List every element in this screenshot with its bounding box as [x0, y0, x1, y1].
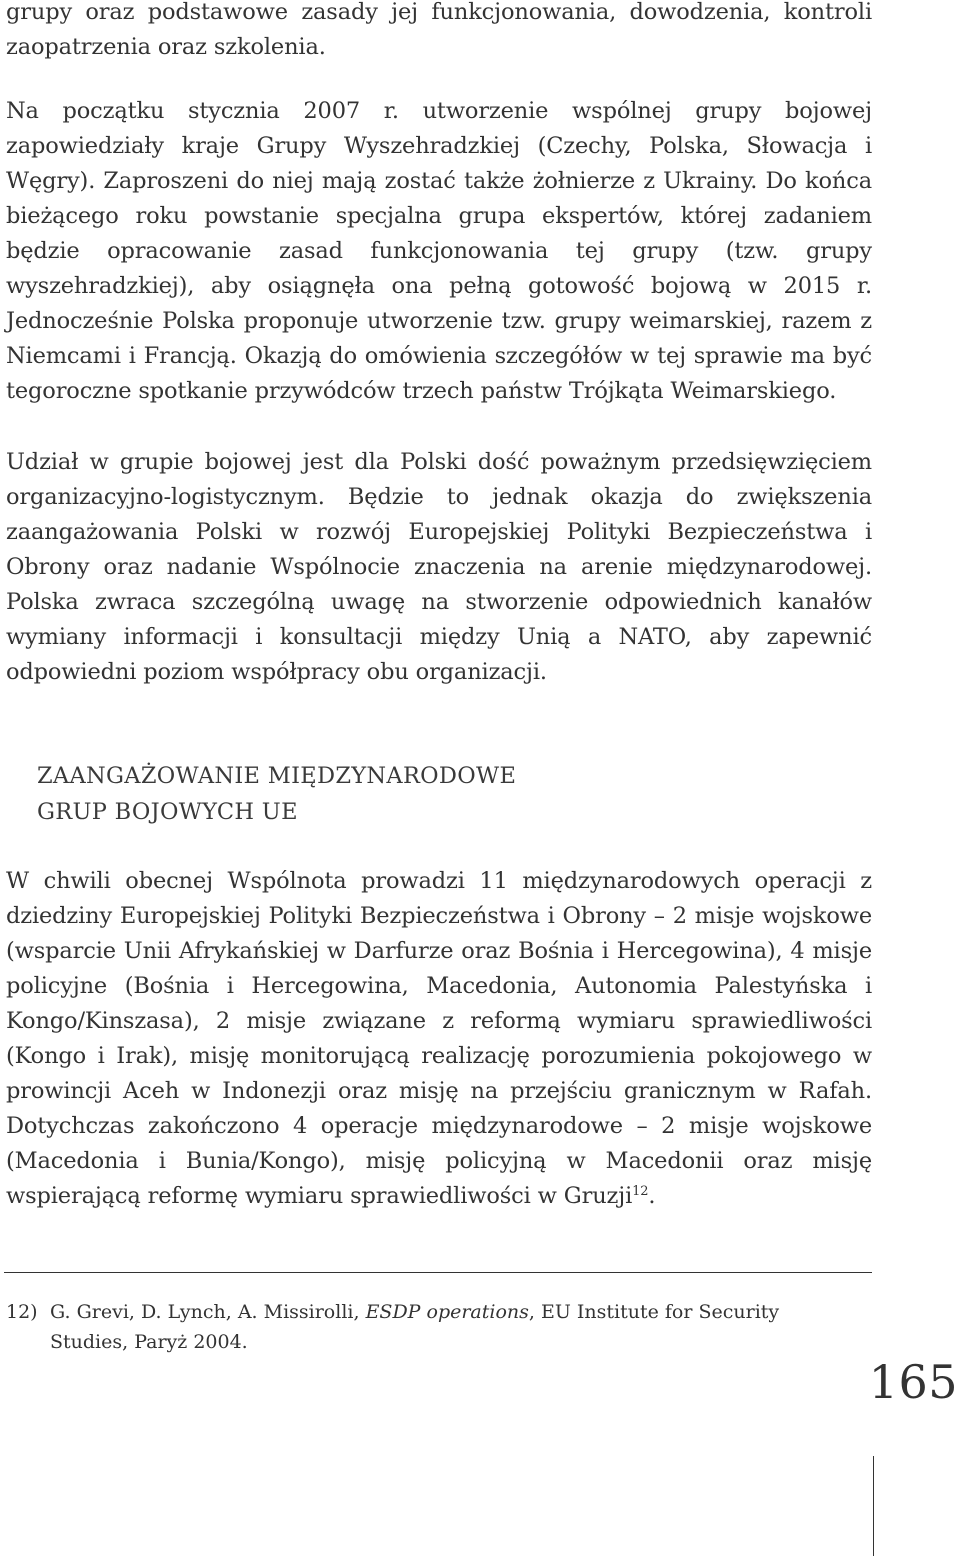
footnote-separator [4, 1272, 872, 1273]
footnote-authors: G. Grevi, D. Lynch, A. Missirolli, [50, 1301, 366, 1323]
page-number: 165 [868, 1355, 958, 1409]
footnote [6, 1297, 872, 1357]
footnote-number: 12) [6, 1301, 38, 1323]
paragraph-intro-continuation: grupy oraz podstawowe zasady jej funkcjonowania, dowodzenia, kontroli zaopatrzenia oraz szkolenia. [6, 0, 872, 60]
section-heading [37, 758, 516, 830]
footnote-reference[interactable]: 12 [632, 1184, 649, 1199]
footnote-publisher-continued: Studies, Paryż 2004. [50, 1331, 248, 1353]
paragraph-visegrad-group: Na początku stycznia 2007 r. utworzenie wspólnej grupy bojowej zapowiedziały kraje Grupy Wyszehradzkiej (Czechy, Polska, Słowacja i Węgry). Zaproszeni do niej mają zostać także żołnierze z Ukrainy. Do końca bieżącego roku powstanie specjalna grupa ekspertów, której zadaniem będzie opracowanie zasad funkcjonowania tej grupy (tzw. grupy wyszehradzkiej), aby osiągnęła ona pełną gotowość bojową w 2015 r. Jednocześnie Polska proponuje utworzenie tzw. grupy weimarskiej, razem z Niemcami i Francją. Okazją do omówienia szczegółów w tej sprawie ma być tegoroczne spotkanie przywódców trzech państw Trójkąta Weimarskiego. [6, 98, 872, 404]
paragraph-polish-participation: Udział w grupie bojowej jest dla Polski dość poważnym przedsięwzięciem organizacyjno-logistycznym. Będzie to jednak okazja do zwiększenia zaangażowania Polski w rozwój Europejskiej Polityki Bezpieczeństwa i Obrony oraz nadanie Wspólnocie znaczenia na arenie międzynarodowej. Polska zwraca szczególną uwagę na stworzenie odpowiednich kanałów wymiany informacji i konsultacji między Unią a NATO, aby zapewnić odpowiedni poziom współpracy obu organizacji. [6, 449, 872, 685]
section-heading-line-1: ZAANGAŻOWANIE MIĘDZYNARODOWE [37, 763, 517, 789]
page-margin-rule [873, 1456, 874, 1556]
paragraph-international-operations [6, 864, 872, 1214]
footnote-publisher: , EU Institute for Security [528, 1301, 780, 1323]
section-heading-line-2: GRUP BOJOWYCH UE [37, 799, 298, 825]
footnote-title: ESDP operations [365, 1301, 529, 1323]
paragraph-operations-end: . [648, 1183, 656, 1209]
paragraph-operations-text: W chwili obecnej Wspólnota prowadzi 11 międzynarodowych operacji z dziedziny Europejskiej Polityki Bezpieczeństwa i Obrony – 2 misje wojskowe (wsparcie Unii Afrykańskiej w Darfurze oraz Bośnia i Hercegowina), 4 misje policyjne (Bośnia i Hercegowina, Macedonia, Autonomia Palestyńska i Kongo/Kinszasa), 2 misje związane z reformą wymiaru sprawiedliwości (Kongo i Irak), misję monitorującą realizację porozumienia pokojowego w prowincji Aceh w Indonezji oraz misję na przejściu granicznym w Rafah. Dotychczas zakończono 4 operacje międzynarodowe – 2 misje wojskowe (Macedonia i Bunia/Kongo), misję policyjną w Macedonii oraz misję wspierającą reformę wymiaru sprawiedliwości w Gruzji [6, 868, 872, 1209]
